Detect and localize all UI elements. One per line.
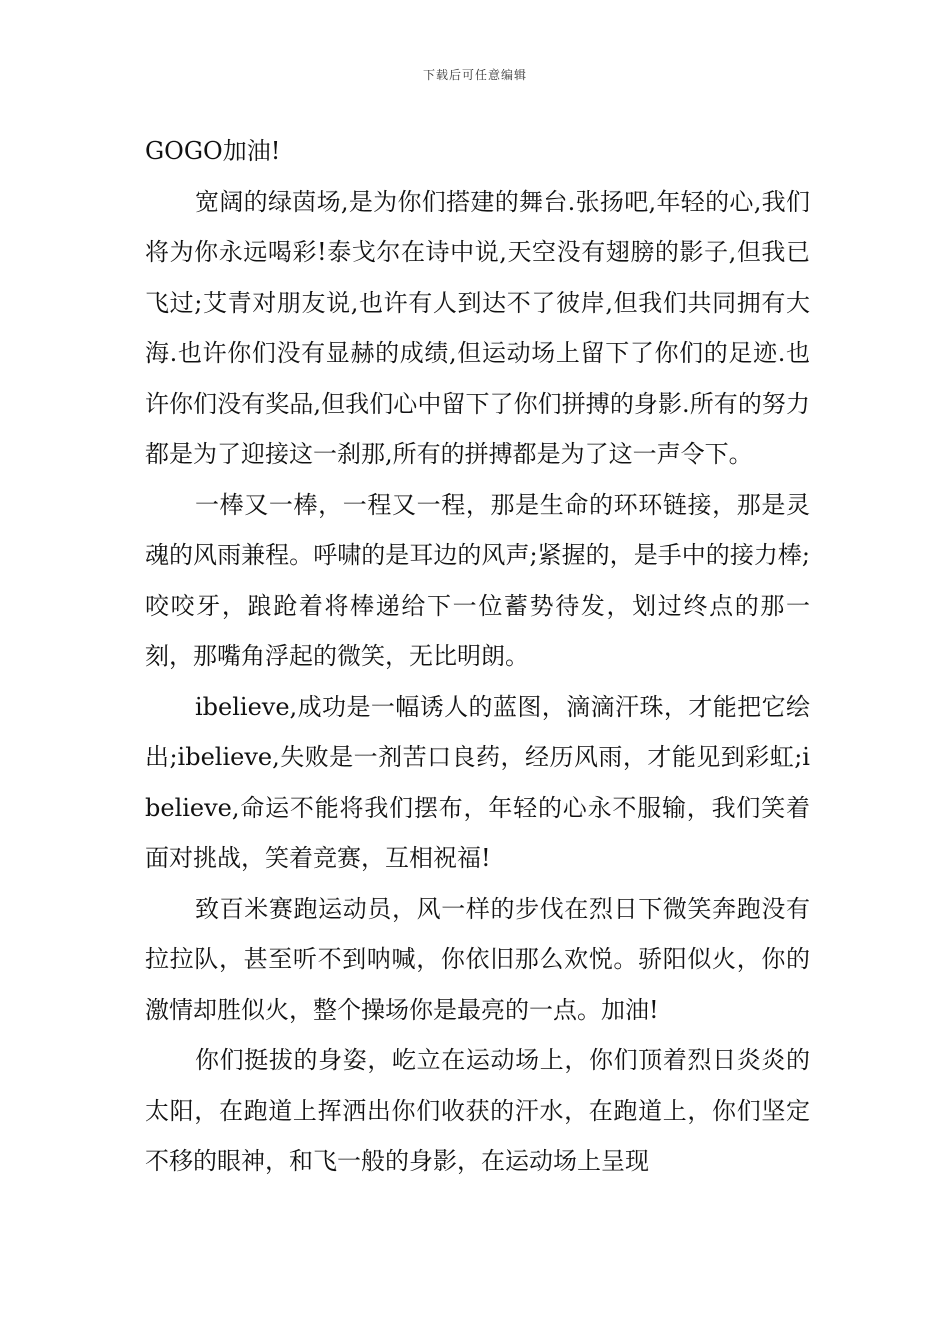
- paragraph: 一棒又一棒，一程又一程，那是生命的环环链接，那是灵魂的风雨兼程。呼啸的是耳边的风声;紧握的，是手中的接力棒;咬咬牙，踉跄着将棒递给下一位蓄势待发，划过终点的那一刻，那嘴角浮起的微笑，无比明朗。: [145, 490, 810, 670]
- document-body: [145, 126, 810, 1187]
- paragraph: 你们挺拔的身姿，屹立在运动场上，你们顶着烈日炎炎的太阳，在跑道上挥洒出你们收获的汗水，在跑道上，你们坚定不移的眼神，和飞一般的身影，在运动场上呈现: [145, 1046, 810, 1175]
- paragraph: 宽阔的绿茵场,是为你们搭建的舞台.张扬吧,年轻的心,我们将为你永远喝彩!泰戈尔在诗中说,天空没有翅膀的影子,但我已飞过;艾青对朋友说,也许有人到达不了彼岸,但我们共同拥有大海.也许你们没有显赫的成绩,但运动场上留下了你们的足迹.也许你们没有奖品,但我们心中留下了你们拼搏的身影.所有的努力都是为了迎接这一刹那,所有的拼搏都是为了这一声令下。: [145, 187, 810, 468]
- page-header-note: 下载后可任意编辑: [422, 68, 527, 82]
- paragraph: ibelieve,成功是一幅诱人的蓝图，滴滴汗珠，才能把它绘出;ibelieve,失败是一剂苦口良药，经历风雨，才能见到彩虹;ibelieve,命运不能将我们摆布，年轻的心永不服输，我们笑着面对挑战，笑着竞赛，互相祝福!: [145, 692, 810, 872]
- paragraph-opening: GOGO加油!: [145, 137, 281, 165]
- paragraph: 致百米赛跑运动员，风一样的步伐在烈日下微笑奔跑没有拉拉队，甚至听不到呐喊，你依旧那么欢悦。骄阳似火，你的激情却胜似火，整个操场你是最亮的一点。加油!: [145, 894, 810, 1024]
